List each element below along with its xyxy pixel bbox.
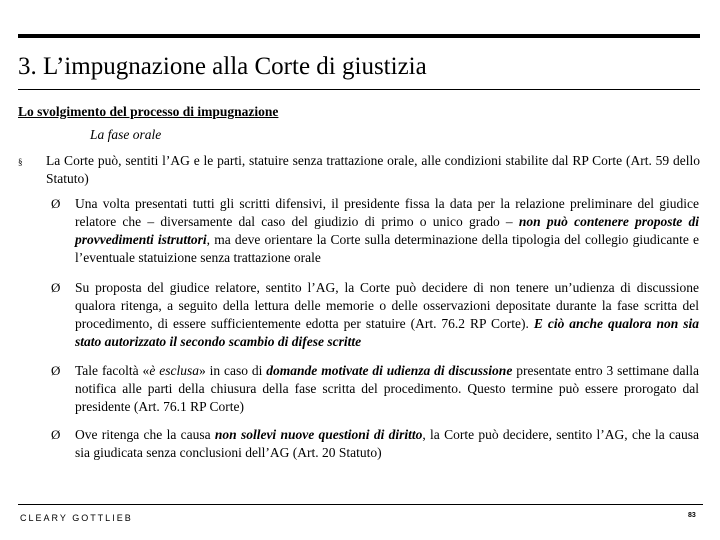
top-rule bbox=[18, 34, 700, 38]
page-number: 83 bbox=[688, 512, 696, 519]
sub-bullet-1-emphasis: non può contenere proposte di provvedimenti istruttori bbox=[75, 214, 699, 247]
sub-bullet-3 bbox=[75, 362, 699, 416]
arrow-bullet-icon: Ø bbox=[51, 427, 61, 442]
arrow-bullet-icon: Ø bbox=[51, 196, 61, 211]
firm-logo: CLEARY GOTTLIEB bbox=[20, 513, 133, 523]
sub-bullet-4 bbox=[75, 426, 699, 462]
sub-bullet-2 bbox=[75, 279, 699, 351]
sub-bullet-3-emphasis: domande motivate di udienza di discussione bbox=[266, 363, 513, 378]
sub-bullet-1-text-a: Una volta presentati tutti gli scritti difensivi, il presidente fissa la data per la relazione preliminare del giudice relatore che – diversamente dal caso del giudizio di primo o unico grado – bbox=[75, 196, 699, 229]
title-rule bbox=[18, 89, 700, 90]
section-subtitle: Lo svolgimento del processo di impugnazione bbox=[18, 104, 279, 119]
sub-bullet-4-emphasis: non sollevi nuove questioni di diritto bbox=[214, 427, 423, 442]
slide-title: 3. L’impugnazione alla Corte di giustizia bbox=[18, 53, 427, 80]
arrow-bullet-icon: Ø bbox=[51, 363, 61, 378]
main-bullet-text: La Corte può, sentiti l’AG e le parti, statuire senza trattazione orale, alle condizioni stabilite dal RP Corte (Art. 59 dello Statuto) bbox=[46, 153, 700, 186]
sub-bullet-3-text-a: Tale facoltà « bbox=[75, 363, 150, 378]
sub-bullet-2-emphasis: E ciò anche qualora non sia stato autorizzato il secondo scambio di difese scritte bbox=[75, 316, 699, 349]
sub-bullet-3-text-e: presentate entro 3 settimane dalla notifica alle parti della chiusura della fase scritta del procedimento. Questo termine può essere prorogato dal presidente (Art. 76.1 RP Corte) bbox=[75, 363, 699, 414]
sub-bullet-3-italic: è esclusa bbox=[149, 363, 199, 378]
arrow-bullet-icon: Ø bbox=[51, 280, 61, 295]
square-bullet-icon: § bbox=[18, 157, 23, 167]
sub-bullet-4-text-a: Ove ritenga che la causa bbox=[75, 427, 215, 442]
sub-bullet-3-text-c: » in caso di bbox=[198, 363, 267, 378]
footer-rule bbox=[18, 504, 703, 505]
sub-bullet-2-text-a: Su proposta del giudice relatore, sentito l’AG, la Corte può decidere di non tenere un’udienza di discussione qualora ritenga, a seguito della lettura delle memorie o delle osservazioni depositate durante la fase scritta del procedimento, di essere sufficientemente edotta per statuire (Art. 76.2 RP Corte). bbox=[75, 280, 699, 331]
sub-bullet-1-text-c: , ma deve orientare la Corte sulla determinazione della tipologia del collegio giudicante e l’eventuale statuizione senza trattazione orale bbox=[75, 232, 699, 265]
phase-heading: La fase orale bbox=[90, 127, 162, 142]
sub-bullet-1 bbox=[75, 195, 699, 267]
sub-bullet-4-text-c: , la Corte può decidere, sentito l’AG, che la causa sia giudicata senza conclusioni dell’AG (Art. 20 Statuto) bbox=[75, 427, 700, 460]
